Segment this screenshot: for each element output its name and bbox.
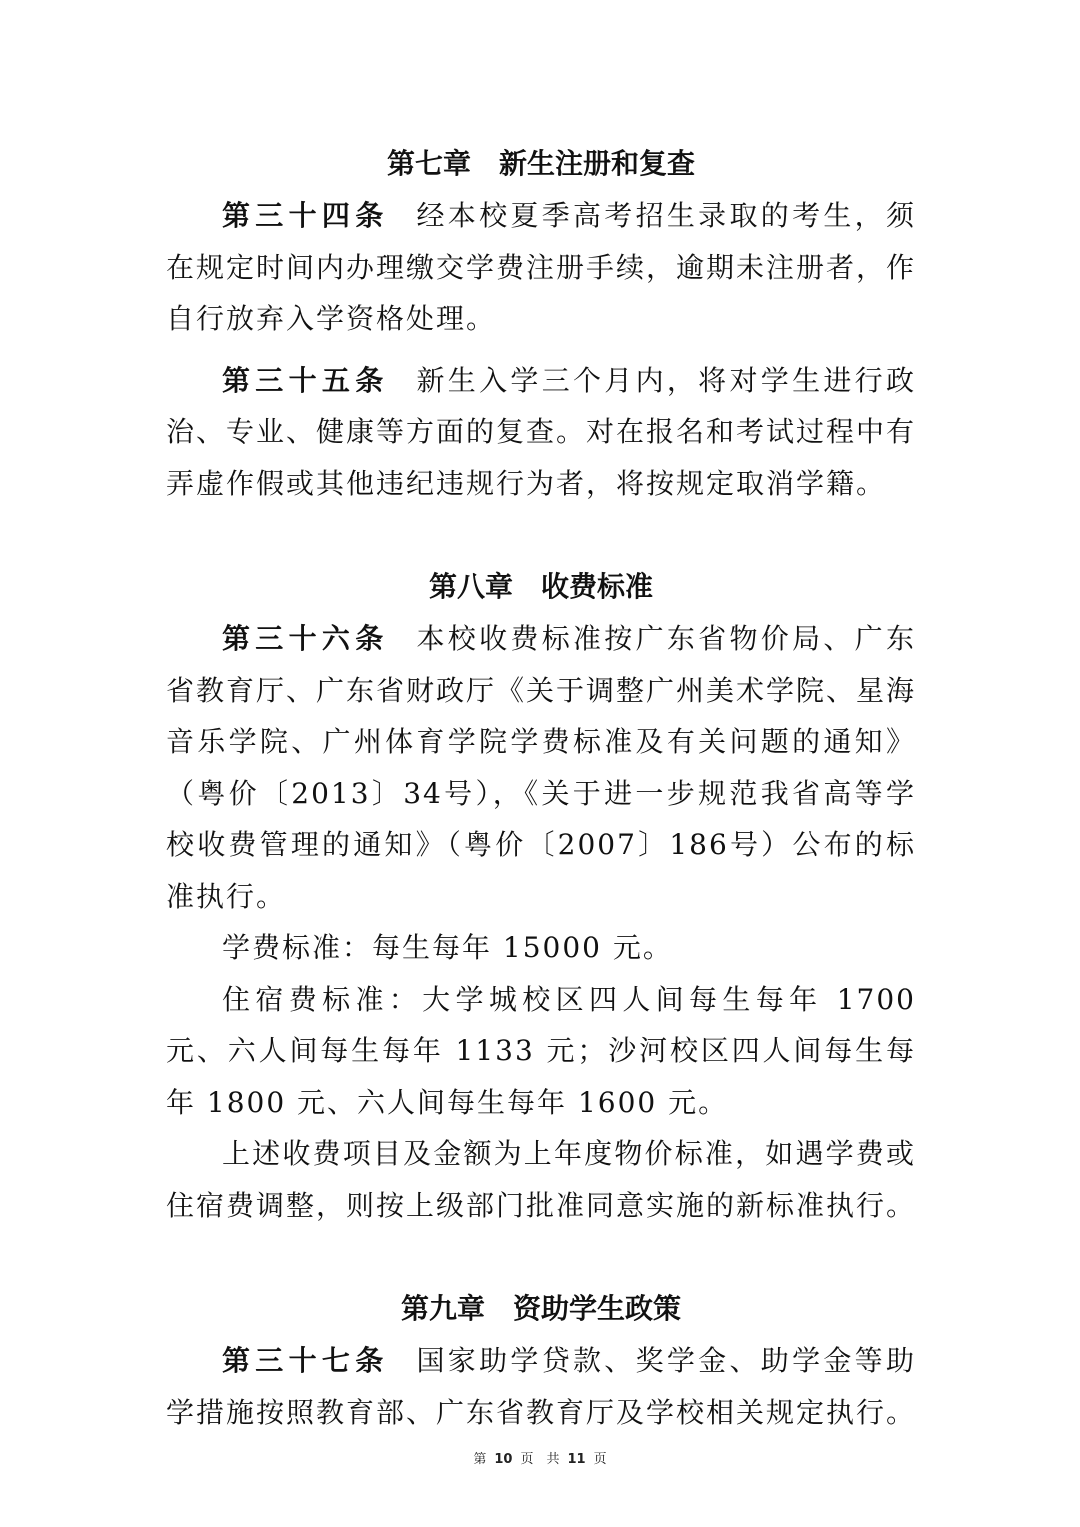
article-label: 第三十七条: [222, 1344, 389, 1377]
footer-suffix: 页: [593, 1452, 607, 1467]
section-gap: [166, 1231, 916, 1283]
footer-mid: 页 共: [520, 1452, 560, 1467]
article-label: 第三十五条: [222, 363, 389, 397]
fee-paragraph: 上述收费项目及金额为上年度物价标准，如遇学费或住宿费调整，则按上级部门批准同意实施的新标准执行。: [166, 1137, 917, 1222]
fee-paragraph: 学费标准：每生每年 15000 元。: [222, 931, 673, 964]
article-label: 第三十四条: [222, 199, 389, 232]
article-text: 本校收费标准按广东省物价局、广东省教育厅、广东省财政厅《关于调整广州美术学院、星海音乐学院、广州体育学院学费标准及有关问题的通知》（粤价〔2013〕34号），《关于进一步规范我省高等学校收费管理的通知》（粤价〔2007〕186号）公布的标准执行。: [166, 622, 917, 913]
page-footer: [0, 1448, 1080, 1467]
article-text: 国家助学贷款、奖学金、助学金等助学措施按照教育部、广东省教育厅及学校相关规定执行。: [166, 1344, 917, 1429]
article-paragraph: [166, 355, 916, 510]
fee-paragraph: 住宿费标准：大学城校区四人间每生每年 1700 元、六人间每生每年 1133 元；沙河校区四人间每生每年 1800 元、六人间每生每年 1600 元。: [166, 982, 916, 1119]
footer-prefix: 第: [473, 1452, 487, 1467]
article-paragraph: [166, 613, 916, 922]
article-paragraph: [166, 1335, 916, 1438]
article-text: 经本校夏季高考招生录取的考生，须在规定时间内办理缴交学费注册手续，逾期未注册者，作自行放弃入学资格处理。: [166, 199, 917, 335]
total-page-number: 11: [567, 1452, 586, 1467]
chapter-title: 第九章 资助学生政策: [400, 1292, 681, 1325]
article-text: 新生入学三个月内，将对学生进行政治、专业、健康等方面的复查。对在报名和考试过程中有弄虚作假或其他违纪违规行为者，将按规定取消学籍。: [166, 363, 917, 500]
article-paragraph: [166, 190, 916, 345]
current-page-number: 10: [494, 1452, 513, 1467]
document-body: [166, 138, 916, 1438]
article-label: 第三十六条: [222, 622, 389, 655]
chapter-title: 第七章 新生注册和复查: [386, 147, 695, 180]
chapter-title: 第八章 收费标准: [428, 570, 653, 603]
section-gap: [166, 509, 916, 561]
